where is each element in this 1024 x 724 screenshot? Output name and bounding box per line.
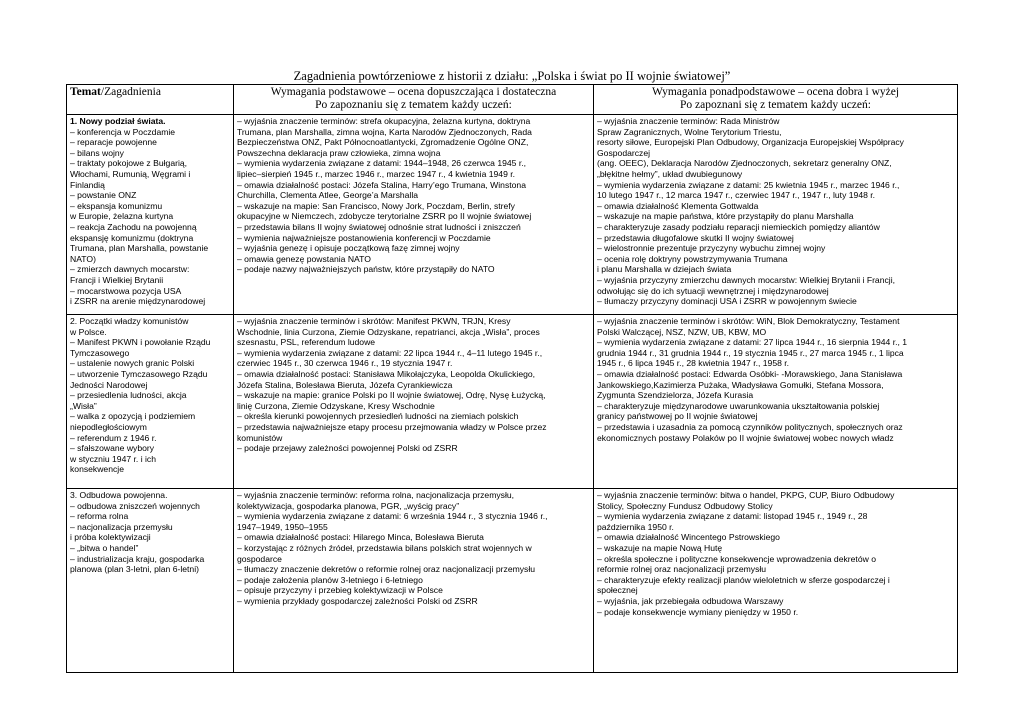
cell-text-line: Trumana, plan Marshalla, powstanie [70,243,209,254]
cell-text-line: – ekspansja komunizmu [70,200,163,211]
cell-text-line: – reparacje powojenne [70,137,157,148]
cell-text-line: ekspansję komunizmu (doktryna [70,232,194,243]
cell-text-line: – tłumaczy znaczenie dekretów o reformie rolnej oraz nacjonalizacji przemysłu [237,564,536,575]
cell-text-line: niepodległościowym [70,421,147,432]
cell-text-line: Powszechna deklaracja praw człowieka, zimna wojna [237,147,441,158]
cell-text-line: czerwiec 1945 r., 30 czerwca 1946 r., 19 stycznia 1947 r. [237,358,453,369]
cell-text-line: – wymienia wydarzenia związane z datami: 1944–1948, 26 czerwca 1945 r., [237,158,527,169]
cell-text-line: – omawia działalność postaci: Edwarda Osóbki- -Morawskiego, Jana Stanisława [597,368,903,379]
cell-text-line: – tłumaczy przyczyny dominacji USA i ZSRR w powojennym świecie [597,296,857,307]
cell-text-line: – omawia genezę powstania NATO [237,253,371,264]
cell-text-line: komunistów [237,432,283,443]
cell-text-line: – zmierzch dawnych mocarstw: [70,264,190,275]
topic-cell [67,115,234,315]
cell-text-line: „Wisła” [70,400,97,411]
header-topic-rest: /Zagadnienia [100,86,161,98]
requirements-table [66,84,958,673]
cell-text-line: – wymienia wydarzenia związane z datami: listopad 1945 r., 1949 r., 28 [597,511,868,522]
cell-text-line: – konferencja w Poczdamie [70,126,176,137]
cell-text-line: – wymienia przykłady gospodarczej zależności Polski od ZSRR [237,595,478,606]
cell-text-line: Trumana, plan Marshalla, zimna wojna, Karta Narodów Zjednoczonych, Rada [237,126,532,137]
cell-text-line: i planu Marshalla w dziejach świata [597,264,732,275]
cell-text-line: października 1950 r. [597,521,674,532]
cell-text-line: – referendum z 1946 r. [70,432,157,443]
cell-text-line: Francji i Wielkiej Brytanii [70,274,164,285]
advanced-requirements-cell [594,115,958,315]
cell-text-line: Gospodarczej [597,147,651,158]
cell-text-line: – omawia działalność Wincentego Pstrowskiego [597,532,780,543]
cell-text-line: Wschodnie, linia Curzona, Ziemie Odzyskane, repatrianci, akcja „Wisła”, proces [237,326,540,337]
cell-text-line: kolektywizacja, gospodarka planowa, PGR, „wyścig pracy” [237,500,460,511]
cell-text-line: – omawia działalność Klementa Gottwalda [597,200,759,211]
cell-text-line: – podaje założenia planów 3-letniego i 6-letniego [237,574,423,585]
header-advanced-line1: Wymagania ponadpodstawowe – ocena dobra i wyżej [651,86,900,98]
cell-text-line: 10 lutego 1947 r., 12 marca 1947 r., czerwiec 1947 r., 1947 r., luty 1948 r. [597,190,876,201]
cell-text-line: – wyjaśnia genezę i opisuje początkową fazę zimnej wojny [237,243,460,254]
cell-text-line: Bezpieczeństwa ONZ, Pakt Północnoatlantycki, Zgromadzenie Ogólne ONZ, [237,137,529,148]
cell-text-line: – reforma rolna [70,511,129,522]
cell-text-line: – wskazuje na mapie: San Francisco, Nowy Jork, Poczdam, Berlin, strefy [237,200,515,211]
header-basic-requirements [234,85,594,115]
cell-heading-line: – wyjaśnia znaczenie terminów i skrótów: WiN, Blok Demokratyczny, Testament [597,316,900,326]
cell-text-line: – charakteryzuje międzynarodowe uwarunkowania ukształtowania polskiej [597,400,880,411]
cell-text-line: Polski Walczącej, NSZ, NZW, UB, KBW, MO [597,326,767,337]
cell-text-line: ekonomicznych postawy Polaków po II wojnie światowej wobec nowych władz [597,432,894,443]
cell-text-line: – określa społeczne i polityczne konsekwencje wprowadzenia dekretów o [597,553,876,564]
cell-text-line: – odbudowa zniszczeń wojennych [70,500,200,511]
cell-text-line: w Polsce. [70,326,107,337]
cell-text-line: Stolicy, Społeczny Fundusz Odbudowy Stolicy [597,500,773,511]
cell-text-line: – wielostronnie prezentuje przyczyny wybuchu zimnej wojny [597,243,826,254]
cell-text-line: – nacjonalizacja przemysłu [70,521,173,532]
cell-text-line: linię Curzona, Ziemie Odzyskane, Kresy Wschodnie [237,400,435,411]
cell-text-line: planowa (plan 3-letni, plan 6-letni) [70,564,199,575]
topic-cell [67,315,234,489]
cell-text-line: okupacyjne w Niemczech, zdobycze terytorialne ZSRR po II wojnie światowej [237,211,532,222]
cell-text-line: – Manifest PKWN i powołanie Rządu [70,337,211,348]
cell-text-line: – wymienia wydarzenia związane z datami: 27 lipca 1944 r., 16 sierpnia 1944 r., 1 [597,337,908,348]
cell-text-line: – walka z opozycją i podziemiem [70,411,196,422]
cell-text-line: – korzystając z różnych źródeł, przedstawia bilans polskich strat wojennych w [237,542,532,553]
cell-text-line: – opisuje przyczyny i przebieg kolektywizacji w Polsce [237,585,443,596]
cell-text-line: – charakteryzuje efekty realizacji planów wieloletnich w sferze gospodarczej i [597,574,890,585]
cell-text-line: granicy państwowej po II wojnie światowej [597,411,758,422]
cell-heading-line: 2. Początki władzy komunistów [70,316,189,326]
cell-text-line: społecznej [597,585,638,596]
cell-text-line: – industrializacja kraju, gospodarka [70,553,205,564]
cell-text-line: (ang. OEEC), Deklaracja Narodów Zjednoczonych, sekretarz generalny ONZ, [597,158,892,169]
cell-text-line: 1947–1949, 1950–1955 [237,521,328,532]
cell-text-line: – przedstawia najważniejsze etapy procesu przejmowania władzy w Polsce przez [237,421,547,432]
cell-text-line: – sfałszowane wybory [70,443,155,454]
cell-heading-line: – wyjaśnia znaczenie terminów: strefa okupacyjna, żelazna kurtyna, doktryna [237,116,531,126]
cell-text-line: Włochami, Rumunią, Węgrami i [70,168,191,179]
header-topic [67,85,234,115]
cell-text-line: – powstanie ONZ [70,190,137,201]
cell-text-line: lipiec–sierpień 1945 r., marzec 1946 r., marzec 1947 r., 4 kwietnia 1949 r. [237,168,516,179]
cell-text-line: szesnastu, PSL, referendum ludowe [237,337,376,348]
cell-text-line: – mocarstwowa pozycja USA [70,285,182,296]
cell-text-line: – przedstawia długofalowe skutki II wojny światowej [597,232,794,243]
cell-text-line: i ZSRR na arenie międzynarodowej [70,296,206,307]
basic-requirements-cell [234,489,594,673]
cell-text-line: gospodarce [237,553,282,564]
header-topic-bold: Temat [70,86,101,98]
cell-text-line: – przedstawia i uzasadnia za pomocą czynników politycznych, społecznych oraz [597,421,903,432]
cell-text-line: – wymienia wydarzenia związane z datami: 25 kwietnia 1945 r., marzec 1946 r., [597,179,900,190]
basic-requirements-cell [234,115,594,315]
header-basic-line2: Po zapoznaniu się z tematem każdy uczeń: [315,99,512,111]
cell-text-line: – określa kierunki powojennych przesiedleń ludności na ziemiach polskich [237,411,519,422]
cell-text-line: NATO) [70,253,96,264]
topic-cell [67,489,234,673]
cell-text-line: – przedstawia bilans II wojny światowej odnośnie strat ludności i zniszczeń [237,221,521,232]
cell-text-line: – wymienia najważniejsze postanowienia konferencji w Poczdamie [237,232,491,243]
cell-text-line: grudnia 1944 r., 31 grudnia 1944 r., 19 stycznia 1945 r., 27 marca 1945 r., 1 lipca [597,347,904,358]
cell-text-line: – omawia działalność postaci: Józefa Stalina, Harry’ego Trumana, Winstona [237,179,526,190]
cell-text-line: Józefa Stalina, Bolesława Bieruta, Józefa Cyrankiewicza [237,379,453,390]
cell-text-line: Spraw Zagranicznych, Wolne Terytorium Triestu, [597,126,782,137]
header-advanced-line2: Po zapoznani się z tematem każdy uczeń: [680,99,871,111]
cell-heading-line: – wyjaśnia znaczenie terminów: Rada Ministrów [597,116,780,126]
cell-text-line: Zygmunta Szendzielorza, Józefa Kurasia [597,390,754,401]
cell-text-line: Jedności Narodowej [70,379,148,390]
cell-text-line: w Europie, żelazna kurtyna [70,211,174,222]
header-basic-line1: Wymagania podstawowe – ocena dopuszczająca i dostateczna [270,86,557,98]
table-row [67,315,958,489]
cell-text-line: – traktaty pokojowe z Bułgarią, [70,158,188,169]
cell-text-line: – wskazuje na mapie państwa, które przystąpiły do planu Marshalla [597,211,854,222]
table-row [67,489,958,673]
cell-text-line: Jankowskiego,Kazimierza Pużaka, Władysława Gomułki, Stefana Mossora, [597,379,884,390]
cell-text-line: – omawia działalność postaci: Stanisława Mikołajczyka, Leopolda Okulickiego, [237,368,536,379]
cell-text-line: – charakteryzuje zasady podziału reparacji niemieckich pomiędzy aliantów [597,221,880,232]
cell-text-line: w styczniu 1947 r. i ich [70,453,156,464]
cell-text-line: resorty siłowe, Europejski Plan Odbudowy, Organizacja Europejskiej Współpracy [597,137,904,148]
cell-text-line: – bilans wojny [70,147,124,158]
cell-text-line: 1945 r., 6 lipca 1945 r., 28 kwietnia 1947 r., 1958 r. [597,358,790,369]
table-header-row [67,85,958,115]
advanced-requirements-cell [594,489,958,673]
cell-text-line: Churchilla, Clementa Atlee, George’a Marshalla [237,190,419,201]
cell-text-line: – wyjaśnia przyczyny zmierzchu dawnych mocarstw: Wielkiej Brytanii i Francji, [597,274,895,285]
cell-text-line: „błękitne hełmy”, układ dwubiegunowy [597,168,743,179]
cell-text-line: – omawia działalność postaci: Hilarego Minca, Bolesława Bieruta [237,532,484,543]
cell-text-line: reformie rolnej oraz nacjonalizacji przemysłu [597,564,767,575]
cell-text-line: – podaje przejawy zależności powojennej Polski od ZSRR [237,443,458,454]
cell-text-line: – ustalenie nowych granic Polski [70,358,195,369]
cell-text-line: – reakcja Zachodu na powojenną [70,221,197,232]
cell-text-line: Tymczasowego [70,347,130,358]
cell-text-line: – wyjaśnia, jak przebiegała odbudowa Warszawy [597,595,784,606]
cell-heading-line: 1. Nowy podział świata. [70,116,166,126]
cell-heading-line: – wyjaśnia znaczenie terminów i skrótów: Manifest PKWN, TRJN, Kresy [237,316,511,326]
cell-heading-line: – wyjaśnia znaczenie terminów: bitwa o handel, PKPG, CUP, Biuro Odbudowy [597,490,895,500]
cell-text-line: – wskazuje na mapie: granice Polski po II wojnie światowej, Odrę, Nysę Łużycką, [237,390,546,401]
cell-text-line: – wskazuje na mapie Nową Hutę [597,542,723,553]
header-advanced-requirements [594,85,958,115]
cell-heading-line: – wyjaśnia znaczenie terminów: reforma rolna, nacjonalizacja przemysłu, [237,490,515,500]
cell-text-line: odwołując się do ich sytuacji wewnętrznej i międzynarodowej [597,285,829,296]
advanced-requirements-cell [594,315,958,489]
cell-text-line: – „bitwa o handel” [70,542,139,553]
document-title: Zagadnienia powtórzeniowe z historii z działu: „Polska i świat po II wojnie światowej” [293,69,731,83]
cell-text-line: – wymienia wydarzenia związane z datami: 6 września 1944 r., 3 stycznia 1946 r., [237,511,548,522]
cell-text-line: – ocenia rolę doktryny powstrzymywania Trumana [597,253,788,264]
cell-text-line: – podaje nazwy najważniejszych państw, które przystąpiły do NATO [237,264,495,275]
cell-text-line: i próba kolektywizacji [70,532,151,543]
cell-text-line: – podaje konsekwencje wymiany pieniędzy w 1950 r. [597,606,799,617]
cell-text-line: – przesiedlenia ludności, akcja [70,390,187,401]
basic-requirements-cell [234,315,594,489]
cell-text-line: – wymienia wydarzenia związane z datami: 22 lipca 1944 r., 4–11 lutego 1945 r., [237,347,543,358]
table-row [67,115,958,315]
cell-heading-line: 3. Odbudowa powojenna. [70,490,168,500]
cell-text-line: Finlandią [70,179,105,190]
cell-text-line: – utworzenie Tymczasowego Rządu [70,368,208,379]
cell-text-line: konsekwencje [70,464,124,475]
